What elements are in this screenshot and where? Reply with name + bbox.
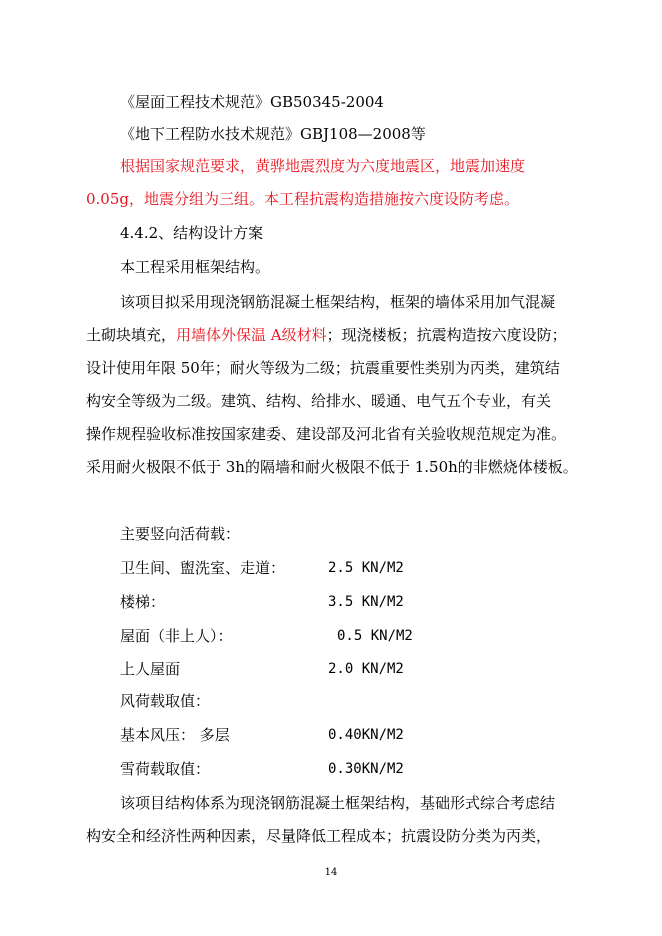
wind-label: 基本风压： 多层 xyxy=(120,726,230,744)
load-value-stairs: 3.5 KN/M2 xyxy=(328,594,404,610)
snow-label: 雪荷载取值： xyxy=(120,760,211,778)
load-value-toilet: 2.5 KN/M2 xyxy=(328,560,404,576)
standard-roof: 《屋面工程技术规范》GB50345-2004 xyxy=(120,93,384,111)
paragraph-line-1: 该项目拟采用现浇钢筋混凝土框架结构，框架的墙体采用加气混凝 xyxy=(120,293,556,311)
final-line-2: 构安全和经济性两种因素，尽量降低工程成本；抗震设防分类为丙类， xyxy=(86,827,552,845)
load-label-roof: 屋面（非上人）： xyxy=(120,627,233,645)
load-value-accessible-roof: 2.0 KN/M2 xyxy=(328,661,404,677)
insulation-highlight: 用墙体外保温 A级材料 xyxy=(176,326,327,344)
load-label-accessible-roof: 上人屋面 xyxy=(120,660,181,678)
seismic-line-2: 0.05g，地震分组为三组。本工程抗震构造措施按六度设防考虑。 xyxy=(86,190,520,208)
load-value-roof: 0.5 KN/M2 xyxy=(337,628,413,644)
standard-waterproof: 《地下工程防水技术规范》GBJ108—2008等 xyxy=(120,125,426,143)
wind-title: 风荷载取值： xyxy=(120,692,211,710)
paragraph-line-5: 操作规程验收标准按国家建委、建设部及河北省有关验收规范规定为准。 xyxy=(86,425,567,443)
paragraph-line-2-end: ；现浇楼板；抗震构造按六度设防； xyxy=(326,326,567,344)
paragraph-line-6: 采用耐火极限不低于 3h的隔墙和耐火极限不低于 1.50h的非燃烧体楼板。 xyxy=(86,458,578,476)
paragraph-line-4: 构安全等级为二级。建筑、结构、给排水、暖通、电气五个专业，有关 xyxy=(86,392,552,410)
loads-title: 主要竖向活荷载： xyxy=(120,525,241,543)
intro-line: 本工程采用框架结构。 xyxy=(120,258,271,276)
load-label-toilet: 卫生间、盥洗室、走道： xyxy=(120,559,286,577)
page-number: 14 xyxy=(324,867,338,878)
paragraph-line-2-start: 土砌块填充， xyxy=(86,326,177,344)
section-heading: 4.4.2、结构设计方案 xyxy=(120,224,264,242)
paragraph-line-2 xyxy=(86,325,567,345)
final-line-1: 该项目结构体系为现浇钢筋混凝土框架结构，基础形式综合考虑结 xyxy=(120,794,556,812)
load-label-stairs: 楼梯： xyxy=(120,593,166,611)
seismic-line-1: 根据国家规范要求，黄骅地震烈度为六度地震区，地震加速度 xyxy=(120,157,526,175)
wind-value: 0.40KN/M2 xyxy=(328,727,404,743)
snow-value: 0.30KN/M2 xyxy=(328,761,404,777)
paragraph-line-3: 设计使用年限 50年；耐火等级为二级；抗震重要性类别为丙类，建筑结 xyxy=(86,359,560,377)
